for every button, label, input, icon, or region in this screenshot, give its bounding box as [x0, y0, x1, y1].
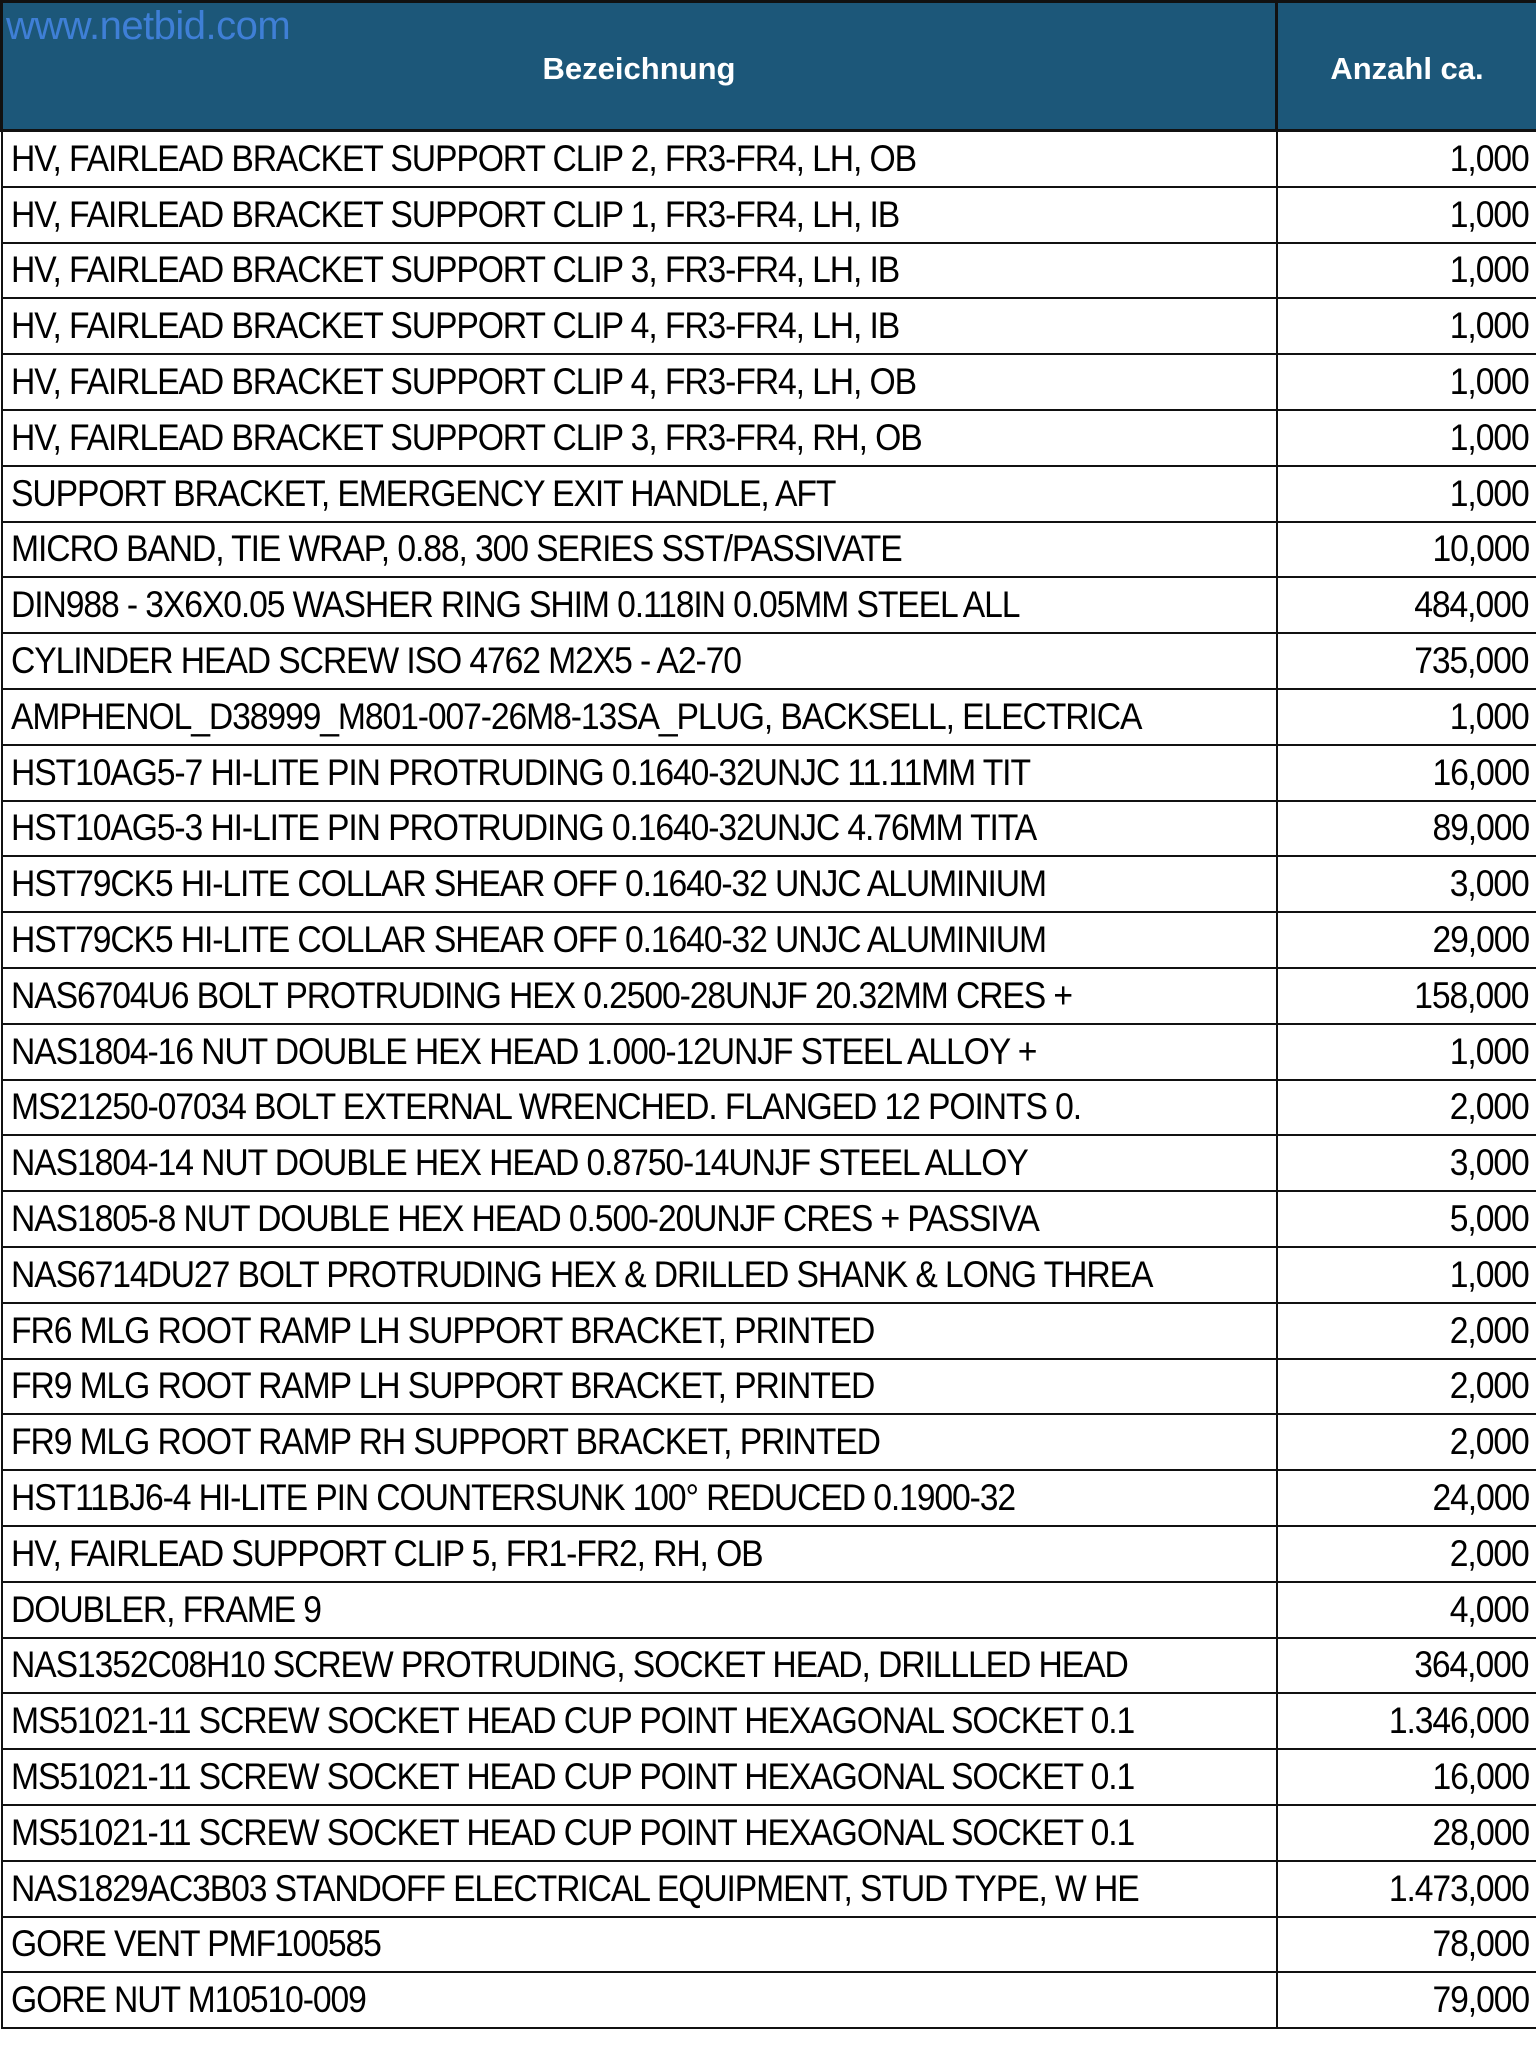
- cell-description: [2, 1191, 1277, 1247]
- cell-description: [2, 1024, 1277, 1080]
- description-text: HV, FAIRLEAD BRACKET SUPPORT CLIP 4, FR3-FR4, LH, OB: [10, 361, 916, 403]
- cell-description: [2, 912, 1277, 968]
- table-row: [2, 912, 1536, 968]
- table-row: [2, 1749, 1536, 1805]
- quantity-text: 1.473,000: [1388, 1867, 1529, 1909]
- quantity-text: 2,000: [1449, 1309, 1529, 1351]
- description-text: NAS1805-8 NUT DOUBLE HEX HEAD 0.500-20UNJF CRES + PASSIVA: [10, 1198, 1039, 1240]
- cell-quantity: [1277, 1191, 1536, 1247]
- quantity-text: 24,000: [1432, 1477, 1529, 1519]
- cell-quantity: [1277, 131, 1536, 187]
- cell-description: [2, 1582, 1277, 1638]
- cell-description: [2, 187, 1277, 243]
- cell-quantity: [1277, 466, 1536, 522]
- quantity-text: 1,000: [1449, 361, 1529, 403]
- quantity-text: 2,000: [1449, 1086, 1529, 1128]
- quantity-text: 29,000: [1432, 919, 1529, 961]
- cell-quantity: [1277, 298, 1536, 354]
- cell-quantity: [1277, 1693, 1536, 1749]
- table-row: [2, 745, 1536, 801]
- cell-description: [2, 1303, 1277, 1359]
- cell-quantity: [1277, 1135, 1536, 1191]
- table-row: [2, 1303, 1536, 1359]
- quantity-text: 2,000: [1449, 1365, 1529, 1407]
- quantity-text: 3,000: [1449, 1142, 1529, 1184]
- table-row: [2, 856, 1536, 912]
- quantity-text: 5,000: [1449, 1198, 1529, 1240]
- quantity-text: 1,000: [1449, 305, 1529, 347]
- cell-quantity: [1277, 968, 1536, 1024]
- cell-description: [2, 466, 1277, 522]
- cell-quantity: [1277, 1861, 1536, 1917]
- description-text: NAS1804-14 NUT DOUBLE HEX HEAD 0.8750-14UNJF STEEL ALLOY: [10, 1142, 1028, 1184]
- cell-quantity: [1277, 912, 1536, 968]
- quantity-text: 1,000: [1449, 193, 1529, 235]
- cell-quantity: [1277, 410, 1536, 466]
- table-row: [2, 1024, 1536, 1080]
- quantity-text: 484,000: [1414, 584, 1529, 626]
- table-row: [2, 1191, 1536, 1247]
- cell-quantity: [1277, 633, 1536, 689]
- cell-quantity: [1277, 1303, 1536, 1359]
- cell-quantity: [1277, 1917, 1536, 1973]
- cell-quantity: [1277, 745, 1536, 801]
- table-row: [2, 689, 1536, 745]
- quantity-text: 1.346,000: [1388, 1700, 1529, 1742]
- cell-description: [2, 1470, 1277, 1526]
- description-text: NAS6704U6 BOLT PROTRUDING HEX 0.2500-28UNJF 20.32MM CRES +: [10, 974, 1072, 1016]
- description-text: SUPPORT BRACKET, EMERGENCY EXIT HANDLE, AFT: [10, 472, 835, 514]
- table-row: [2, 1526, 1536, 1582]
- description-text: DOUBLER, FRAME 9: [10, 1588, 321, 1630]
- description-text: MS21250-07034 BOLT EXTERNAL WRENCHED. FLANGED 12 POINTS 0.: [10, 1086, 1081, 1128]
- table-row: [2, 1080, 1536, 1136]
- table-row: [2, 577, 1536, 633]
- quantity-text: 89,000: [1432, 807, 1529, 849]
- cell-quantity: [1277, 354, 1536, 410]
- table-row: [2, 522, 1536, 578]
- cell-description: [2, 633, 1277, 689]
- cell-quantity: [1277, 1582, 1536, 1638]
- quantity-text: 735,000: [1414, 640, 1529, 682]
- cell-description: [2, 1247, 1277, 1303]
- description-text: FR9 MLG ROOT RAMP RH SUPPORT BRACKET, PRINTED: [10, 1421, 880, 1463]
- description-text: HST10AG5-7 HI-LITE PIN PROTRUDING 0.1640-32UNJC 11.11MM TIT: [10, 751, 1030, 793]
- description-text: FR9 MLG ROOT RAMP LH SUPPORT BRACKET, PRINTED: [10, 1365, 874, 1407]
- description-text: HV, FAIRLEAD BRACKET SUPPORT CLIP 4, FR3-FR4, LH, IB: [10, 305, 899, 347]
- description-text: GORE VENT PMF100585: [10, 1923, 381, 1965]
- table-row: [2, 633, 1536, 689]
- table-row: [2, 1359, 1536, 1415]
- quantity-text: 78,000: [1432, 1923, 1529, 1965]
- table-row: [2, 354, 1536, 410]
- table-row: [2, 298, 1536, 354]
- quantity-text: 3,000: [1449, 863, 1529, 905]
- description-text: HST79CK5 HI-LITE COLLAR SHEAR OFF 0.1640-32 UNJC ALUMINIUM: [10, 919, 1046, 961]
- description-text: HV, FAIRLEAD BRACKET SUPPORT CLIP 3, FR3-FR4, RH, OB: [10, 416, 922, 458]
- description-text: DIN988 - 3X6X0.05 WASHER RING SHIM 0.118IN 0.05MM STEEL ALL: [10, 584, 1019, 626]
- description-text: MS51021-11 SCREW SOCKET HEAD CUP POINT HEXAGONAL SOCKET 0.1: [10, 1811, 1134, 1853]
- description-text: NAS6714DU27 BOLT PROTRUDING HEX & DRILLED SHANK & LONG THREA: [10, 1253, 1152, 1295]
- cell-description: [2, 243, 1277, 299]
- cell-quantity: [1277, 522, 1536, 578]
- cell-description: [2, 1972, 1277, 2028]
- watermark-text: www.netbid.com: [6, 4, 291, 48]
- cell-quantity: [1277, 1414, 1536, 1470]
- quantity-text: 2,000: [1449, 1421, 1529, 1463]
- cell-description: [2, 1917, 1277, 1973]
- quantity-text: 16,000: [1432, 1756, 1529, 1797]
- table-row: [2, 1638, 1536, 1694]
- table-row: [2, 1135, 1536, 1191]
- cell-description: [2, 689, 1277, 745]
- cell-description: [2, 1638, 1277, 1694]
- table-row: [2, 131, 1536, 187]
- description-text: NAS1352C08H10 SCREW PROTRUDING, SOCKET HEAD, DRILLLED HEAD: [10, 1644, 1128, 1686]
- cell-description: [2, 856, 1277, 912]
- cell-quantity: [1277, 187, 1536, 243]
- cell-description: [2, 131, 1277, 187]
- cell-description: [2, 577, 1277, 633]
- quantity-text: 1,000: [1449, 416, 1529, 458]
- quantity-text: 79,000: [1432, 1979, 1529, 2021]
- quantity-text: 4,000: [1449, 1588, 1529, 1630]
- quantity-text: 1,000: [1449, 1030, 1529, 1072]
- description-text: MS51021-11 SCREW SOCKET HEAD CUP POINT HEXAGONAL SOCKET 0.1: [10, 1756, 1134, 1797]
- quantity-text: 1,000: [1449, 472, 1529, 514]
- table-row: [2, 466, 1536, 522]
- table-row: [2, 1805, 1536, 1861]
- description-text: NAS1804-16 NUT DOUBLE HEX HEAD 1.000-12UNJF STEEL ALLOY +: [10, 1030, 1036, 1072]
- cell-quantity: [1277, 801, 1536, 857]
- cell-description: [2, 1693, 1277, 1749]
- table-row: [2, 410, 1536, 466]
- cell-quantity: [1277, 1526, 1536, 1582]
- cell-quantity: [1277, 1805, 1536, 1861]
- cell-quantity: [1277, 1080, 1536, 1136]
- cell-quantity: [1277, 856, 1536, 912]
- cell-description: [2, 1414, 1277, 1470]
- description-text: MICRO BAND, TIE WRAP, 0.88, 300 SERIES SST/PASSIVATE: [10, 528, 902, 570]
- quantity-text: 16,000: [1432, 751, 1529, 793]
- cell-description: [2, 1135, 1277, 1191]
- quantity-text: 2,000: [1449, 1532, 1529, 1574]
- cell-quantity: [1277, 1247, 1536, 1303]
- description-text: GORE NUT M10510-009: [10, 1979, 366, 2021]
- table-row: [2, 1917, 1536, 1973]
- table-row: [2, 1861, 1536, 1917]
- cell-quantity: [1277, 243, 1536, 299]
- table-row: [2, 187, 1536, 243]
- cell-quantity: [1277, 1749, 1536, 1805]
- column-header-quantity: Anzahl ca.: [1277, 2, 1536, 131]
- table-row: [2, 1247, 1536, 1303]
- column-header-description: Bezeichnung: [2, 2, 1277, 131]
- quantity-text: 158,000: [1414, 974, 1529, 1016]
- cell-quantity: [1277, 577, 1536, 633]
- quantity-text: 1,000: [1449, 695, 1529, 737]
- description-text: HST11BJ6-4 HI-LITE PIN COUNTERSUNK 100° REDUCED 0.1900-32: [10, 1477, 1015, 1519]
- table-row: [2, 801, 1536, 857]
- description-text: FR6 MLG ROOT RAMP LH SUPPORT BRACKET, PRINTED: [10, 1309, 874, 1351]
- table-body: [2, 131, 1536, 2029]
- description-text: HST10AG5-3 HI-LITE PIN PROTRUDING 0.1640-32UNJC 4.76MM TITA: [10, 807, 1036, 849]
- table-row: [2, 1470, 1536, 1526]
- cell-description: [2, 801, 1277, 857]
- table-row: [2, 243, 1536, 299]
- quantity-text: 1,000: [1449, 137, 1529, 179]
- quantity-text: 1,000: [1449, 1253, 1529, 1295]
- description-text: MS51021-11 SCREW SOCKET HEAD CUP POINT HEXAGONAL SOCKET 0.1: [10, 1700, 1134, 1742]
- description-text: NAS1829AC3B03 STANDOFF ELECTRICAL EQUIPMENT, STUD TYPE, W HE: [10, 1867, 1139, 1909]
- description-text: HST79CK5 HI-LITE COLLAR SHEAR OFF 0.1640-32 UNJC ALUMINIUM: [10, 863, 1046, 905]
- table-row: [2, 1582, 1536, 1638]
- quantity-text: 364,000: [1414, 1644, 1529, 1686]
- description-text: HV, FAIRLEAD SUPPORT CLIP 5, FR1-FR2, RH, OB: [10, 1532, 763, 1574]
- cell-description: [2, 1359, 1277, 1415]
- cell-description: [2, 745, 1277, 801]
- description-text: CYLINDER HEAD SCREW ISO 4762 M2X5 - A2-70: [10, 640, 741, 682]
- table-row: [2, 1693, 1536, 1749]
- table-row: [2, 1414, 1536, 1470]
- cell-description: [2, 1805, 1277, 1861]
- table-row: [2, 1972, 1536, 2028]
- cell-description: [2, 1526, 1277, 1582]
- cell-quantity: [1277, 689, 1536, 745]
- quantity-text: 28,000: [1432, 1811, 1529, 1853]
- description-text: AMPHENOL_D38999_M801-007-26M8-13SA_PLUG, BACKSELL, ELECTRICA: [10, 695, 1141, 737]
- cell-quantity: [1277, 1638, 1536, 1694]
- quantity-text: 10,000: [1432, 528, 1529, 570]
- cell-description: [2, 1749, 1277, 1805]
- cell-description: [2, 354, 1277, 410]
- cell-description: [2, 410, 1277, 466]
- table-row: [2, 968, 1536, 1024]
- quantity-text: 1,000: [1449, 249, 1529, 291]
- cell-description: [2, 1080, 1277, 1136]
- cell-quantity: [1277, 1972, 1536, 2028]
- description-text: HV, FAIRLEAD BRACKET SUPPORT CLIP 3, FR3-FR4, LH, IB: [10, 249, 899, 291]
- cell-description: [2, 968, 1277, 1024]
- cell-description: [2, 298, 1277, 354]
- cell-description: [2, 1861, 1277, 1917]
- cell-quantity: [1277, 1024, 1536, 1080]
- cell-description: [2, 522, 1277, 578]
- cell-quantity: [1277, 1470, 1536, 1526]
- description-text: HV, FAIRLEAD BRACKET SUPPORT CLIP 1, FR3-FR4, LH, IB: [10, 193, 899, 235]
- cell-quantity: [1277, 1359, 1536, 1415]
- description-text: HV, FAIRLEAD BRACKET SUPPORT CLIP 2, FR3-FR4, LH, OB: [10, 137, 916, 179]
